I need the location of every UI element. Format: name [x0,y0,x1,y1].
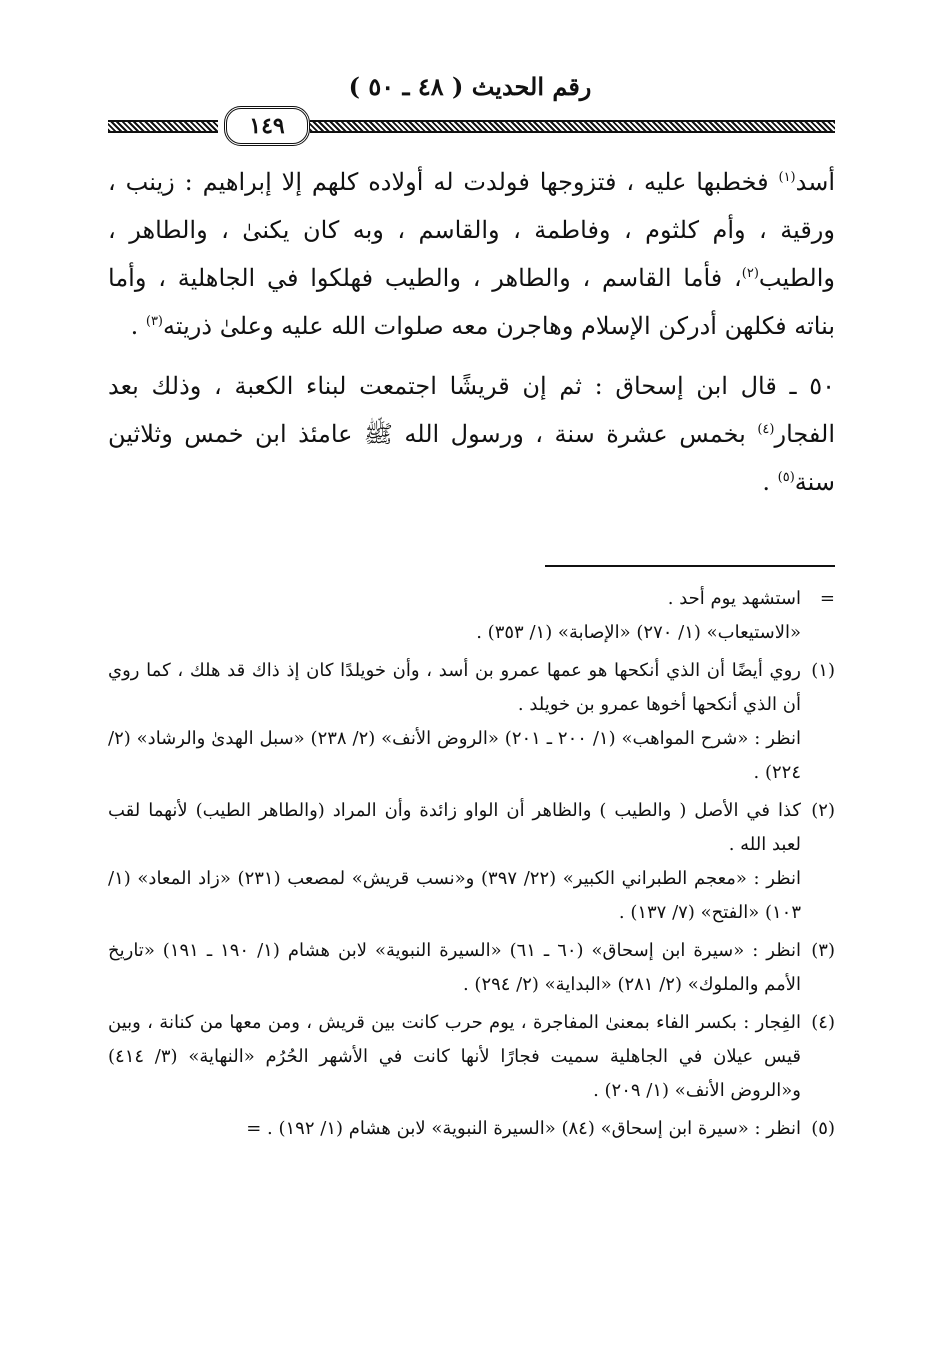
footnote-ref-3: (٣) [145,314,163,329]
footnote-line: الفِجار : بكسر الفاء بمعنىٰ المفاجرة ، يوم حرب كانت بين قريش ، ومن معها من كنانة ، وبين قيس عيلان في الجاهلية سميت فجارًا لأنها كانت في الأشهر الحُرُم «النهاية» (٣/ ٤١٤) و«الروض الأنف» (١/ ٢٠٩) . [108,1012,801,1101]
footnote-number: (٥) [811,1118,835,1139]
body-text: أسد [795,168,835,196]
footnote-number: = [819,588,835,609]
footnote-5 [108,1112,835,1146]
running-header-title: رقم الحديث ( ٤٨ ـ ٥٠ ) [348,72,592,101]
paragraph-1 [108,158,835,350]
body-text: . [130,312,146,340]
body-text: بخمس عشرة سنة ، ورسول الله ﷺ عامئذ ابن خمس وثلاثين سنة [108,420,835,496]
footnote-number: (٤) [811,1012,835,1033]
body-text: ٥٠ ـ قال ابن إسحاق : ثم إن قريشًا اجتمعت لبناء الكعبة ، وذلك بعد الفجار [108,372,835,448]
footnote-continued [108,582,835,650]
footnote-separator [545,565,835,567]
footnote-3 [108,934,835,1002]
body-text: ، فأما القاسم ، والطاهر ، والطيب فهلكوا في الجاهلية ، وأما بناته فكلهن أدركن الإسلام وهاجرن معه صلوات الله عليه وعلىٰ ذريته [108,264,835,340]
footnote-line: كذا في الأصل ( والطيب ) والظاهر أن الواو زائدة وأن المراد (والطاهر الطيب) لأنهما لقب لعبد الله . [108,800,801,855]
footnote-line: انظر : «شرح المواهب» (١/ ٢٠٠ ـ ٢٠١) «الروض الأنف» (٢/ ٢٣٨) «سبل الهدىٰ والرشاد» (٢/ ٢٢٤) . [108,728,801,783]
footnote-ref-4: (٤) [757,422,775,437]
footnote-number: (٢) [811,800,835,821]
footnote-number: (١) [811,660,835,681]
footnote-line: روي أيضًا أن الذي أنكحها هو عمها عمرو بن أسد ، وأن خويلدًا كان إذ ذاك قد هلك ، كما روي أن الذي أنكحها أخوها عمرو بن خويلد . [108,660,801,715]
footnote-4 [108,1006,835,1108]
body-text: . [762,468,778,496]
footnote-line: انظر : «سيرة ابن إسحاق» (٨٤) «السيرة النبوية» لابن هشام (١/ ١٩٢) . = [246,1118,801,1139]
footnote-number: (٣) [811,940,835,961]
paragraph-2 [108,362,835,506]
footnote-ref-2: (٢) [741,266,759,281]
footnote-line: استشهد يوم أحد . [667,588,801,609]
footnote-line: انظر : «معجم الطبراني الكبير» (٢٢/ ٣٩٧) و«نسب قريش» لمصعب (٢٣١) «زاد المعاد» (١/ ١٠٣) «الفتح» (٧/ ١٣٧) . [108,868,801,923]
footnote-line: انظر : «سيرة ابن إسحاق» (٦٠ ـ ٦١) «السيرة النبوية» لابن هشام (١/ ١٩٠ ـ ١٩١) «تاريخ الأمم والملوك» (٢/ ٢٨١) «البداية» (٢/ ٢٩٤) . [108,940,801,995]
main-text [108,158,835,506]
footnote-ref-5: (٥) [777,470,795,485]
footnote-1 [108,654,835,790]
header-rule-right [310,120,835,133]
body-text: فخطبها عليه ، فتزوجها فولدت له أولاده كلهم إلا إبراهيم : زينب ، ورقية ، وأم كلثوم ، وفاطمة ، والقاسم ، وبه كان يكنىٰ ، والطاهر ، والطيب [108,168,835,292]
footnote-line: «الاستيعاب» (١/ ٢٧٠) «الإصابة» (١/ ٣٥٣) . [476,622,801,643]
footnote-ref-1: (١) [778,170,796,185]
page-number-badge: ١٤٩ [224,106,310,146]
footnote-2 [108,794,835,930]
header-rule-left [108,120,218,133]
footnotes [108,582,835,1146]
